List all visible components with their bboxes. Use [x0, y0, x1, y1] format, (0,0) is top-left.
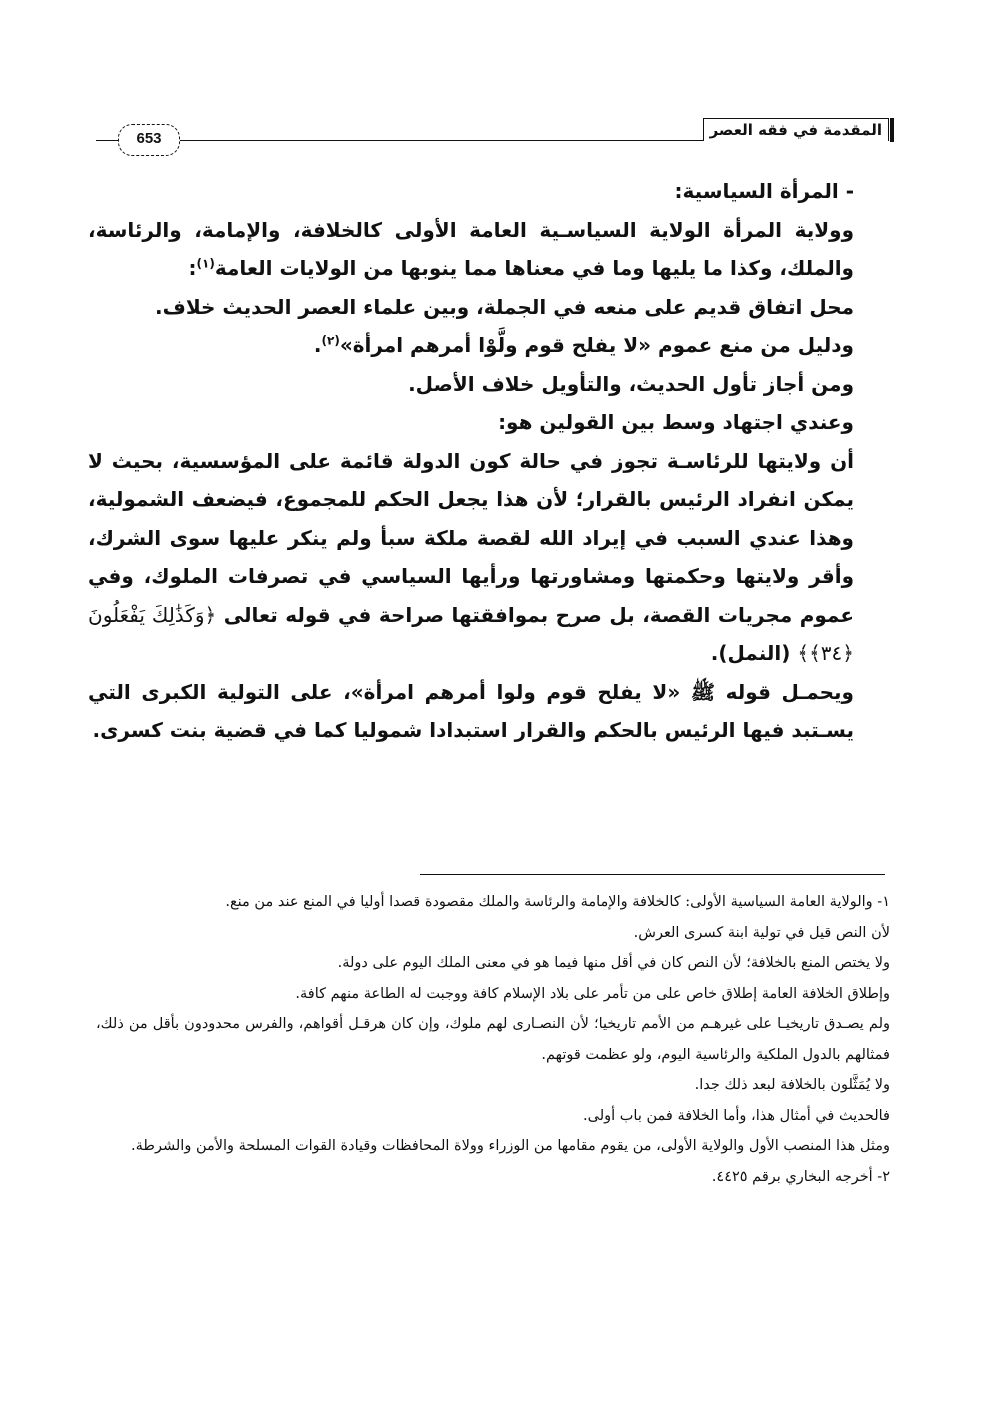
paragraph-3-text: ودليل من منع عموم «لا يفلح قوم ولَّوْا أمرهم امرأة»: [339, 333, 854, 357]
paragraph-3-tail: .: [313, 333, 322, 357]
footnote-ref-1[interactable]: (١): [196, 256, 215, 271]
footnote-line: ولا يختص المنع بالخلافة؛ لأن النص كان في أقل منها فيما هو في معنى الملك اليوم على دولة.: [337, 955, 890, 971]
paragraph-6-tail: (النمل).: [710, 641, 791, 665]
page-number: 653: [118, 124, 180, 156]
running-header-title: المقدمة في فقه العصر: [703, 118, 889, 141]
footnote-line: فالحديث في أمثال هذا، وأما الخلافة فمن باب أولى.: [583, 1107, 890, 1124]
paragraph-1: [88, 211, 888, 288]
footnote-line: وإطلاق الخلافة العامة إطلاق خاص على من تأمر على بلاد الإسلام كافة ووجبت له الطاعة منهم كافة.: [295, 985, 890, 1002]
footnote-line: ولم يصـدق تاريخيـا على غيرهـم من الأمم تاريخيا؛ لأن النصـارى لهم ملوك، وإن كان هرقـل أقواهم، والفرس محدودون بأقل من ذلك، فمثالهم بالدول الملكية والرئاسية اليوم، ولو عظمت قوتهم.: [96, 1016, 890, 1063]
paragraph-1-text: وولاية المرأة الولاية السياسـية العامة الأولى كالخلافة، والإمامة، والرئاسة، والملك، وكذا ما يليها وما في معناها مما ينوبها من الولايات العامة: [88, 217, 854, 280]
footnote-line: ولا يُمَثَّلون بالخلافة لبعد ذلك جدا.: [694, 1077, 890, 1093]
paragraph-5: وعندي اجتهاد وسط بين القولين هو:: [498, 410, 854, 434]
footnote-ref-2[interactable]: (٢): [321, 333, 340, 348]
footnotes: [96, 887, 890, 1192]
paragraph-3: [88, 326, 888, 365]
footnote-line: لأن النص قيل في تولية ابنة كسرى العرش.: [633, 924, 890, 941]
footnote-line: ١- والولاية العامة السياسية الأولى: كالخلافة والإمامة والرئاسة والملك مقصودة قصدا أوليا في المنع عند من منع.: [225, 894, 890, 910]
footnote-separator: [420, 874, 885, 875]
footnote-line: ومثل هذا المنصب الأول والولاية الأولى، من يقوم مقامها من الوزراء وولاة المحافظات وقيادة القوات المسلحة والأمن والشرطة.: [131, 1138, 890, 1154]
paragraph-6-text: أن ولايتها للرئاسـة تجوز في حالة كون الدولة قائمة على المؤسسية، بحيث لا يمكن انفراد الرئيس بالقرار؛ لأن هذا يجعل الحكم للمجموع، فيضعف الشمولية، وهذا عندي السبب في إيراد الله لقصة ملكة سبأ ولم ينكر عليها سوى الشرك، وأقر ولايتها وحكمتها ومشاورتها ورأيها السياسي في تصرفات الملوك، وفي عموم مجريات القصة، بل صرح بموافقتها صراحة في قوله تعالى: [88, 448, 855, 627]
paragraph-6: [88, 442, 888, 673]
header-title-bar: [890, 118, 894, 142]
footnote-line: ٢- أخرجه البخاري برقم ٤٤٢٥.: [711, 1168, 890, 1185]
paragraph-2: محل اتفاق قديم على منعه في الجملة، وبين علماء العصر الحديث خلاف.: [155, 294, 854, 319]
section-heading: - المرأة السياسية:: [674, 179, 854, 203]
quran-verse: ﴿وَكَذَٰلِكَ يَفْعَلُونَ ﴿٣٤﴾﴾: [88, 602, 854, 665]
main-text: [88, 172, 888, 750]
paragraph-4: ومن أجاز تأول الحديث، والتأويل خلاف الأصل.: [408, 371, 854, 396]
paragraph-1-tail: :: [188, 256, 197, 280]
paragraph-7: ويحمـل قوله ﷺ «لا يفلح قوم ولوا أمرهم امرأة»، على التولية الكبرى التي يسـتبد فيها الرئيس بالحكم والقرار استبدادا شموليا كما في قضية بنت كسرى.: [88, 679, 854, 742]
